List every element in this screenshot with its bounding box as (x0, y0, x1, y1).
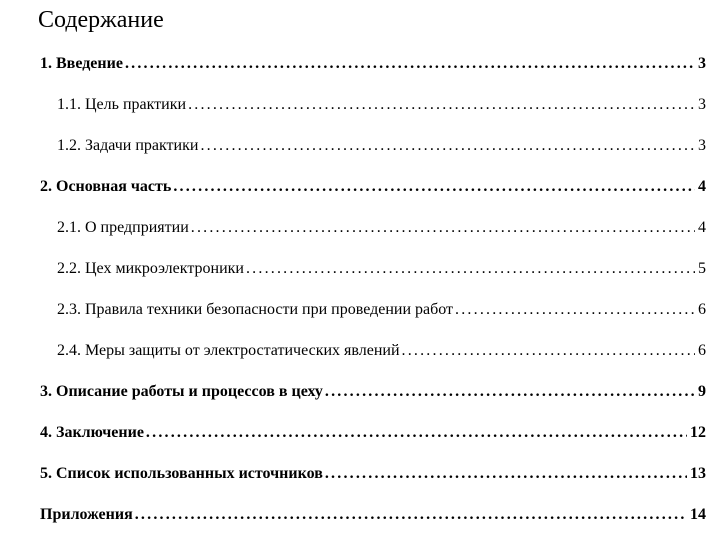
toc-entry-label: 2.4. Меры защиты от электростатических явлений (57, 342, 400, 359)
dotted-leader (402, 342, 696, 359)
toc-entry-label: Приложения (40, 506, 133, 523)
dotted-leader (325, 465, 687, 482)
toc-entry-label: 1.2. Задачи практики (57, 137, 199, 154)
toc-entry[interactable] (40, 178, 706, 195)
toc-entry[interactable] (40, 465, 706, 482)
toc-entry-label: 2.1. О предприятии (57, 219, 189, 236)
dotted-leader (125, 55, 695, 72)
toc-entry-page: 3 (698, 137, 706, 154)
toc-entry-label: 2.3. Правила техники безопасности при проведении работ (57, 301, 454, 318)
dotted-leader (135, 506, 687, 523)
toc-entry[interactable] (57, 96, 706, 113)
toc-entry-page: 5 (698, 260, 706, 277)
toc-entry-page: 12 (690, 424, 706, 441)
toc-entry-page: 9 (698, 383, 706, 400)
dotted-leader (188, 96, 695, 113)
toc-entry-label: 3. Описание работы и процессов в цеху (40, 383, 323, 400)
toc-entry-page: 6 (698, 342, 706, 359)
toc-entry-page: 4 (698, 178, 706, 195)
toc-entry-page: 3 (698, 96, 706, 113)
toc-entry[interactable] (40, 424, 706, 441)
toc-entry[interactable] (40, 383, 706, 400)
toc-entry[interactable] (57, 301, 706, 318)
toc-entry-label: 1. Введение (40, 55, 123, 72)
toc-entry-page: 3 (698, 55, 706, 72)
toc-entry-page: 6 (698, 301, 706, 318)
toc-entry[interactable] (40, 55, 706, 72)
toc-entry-label: 1.1. Цель практики (57, 96, 187, 113)
toc-entry-label: 4. Заключение (40, 424, 144, 441)
toc-entry-label: 5. Список использованных источников (40, 465, 323, 482)
toc-entry[interactable] (40, 506, 706, 523)
toc-entry-page: 14 (690, 506, 706, 523)
toc-entry[interactable] (57, 219, 706, 236)
toc-list (38, 55, 706, 523)
dotted-leader (191, 219, 695, 236)
dotted-leader (200, 137, 695, 154)
toc-entry-page: 13 (690, 465, 706, 482)
dotted-leader (325, 383, 695, 400)
dotted-leader (455, 301, 695, 318)
toc-entry-label: 2.2. Цех микроэлектроники (57, 260, 244, 277)
toc-entry[interactable] (57, 260, 706, 277)
dotted-leader (173, 178, 695, 195)
dotted-leader (146, 424, 687, 441)
dotted-leader (246, 260, 695, 277)
toc-entry[interactable] (57, 137, 706, 154)
toc-entry-label: 2. Основная часть (40, 178, 172, 195)
toc-entry[interactable] (57, 342, 706, 359)
page-title: Содержание (38, 7, 164, 33)
toc-entry-page: 4 (698, 219, 706, 236)
